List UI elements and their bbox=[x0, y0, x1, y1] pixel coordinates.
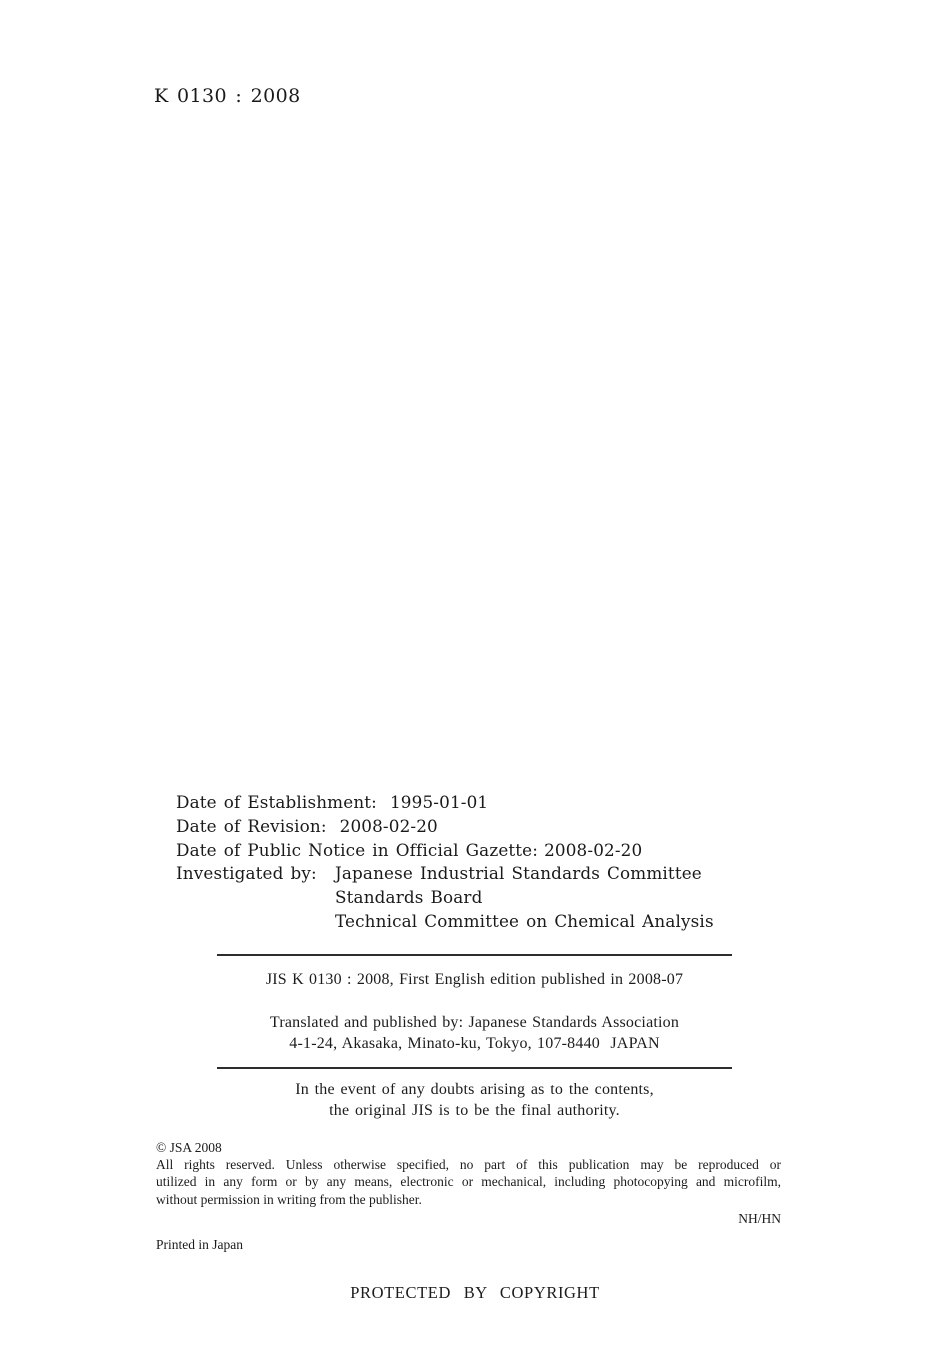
investigated-by-committee: Japanese Industrial Standards Committee bbox=[335, 863, 702, 884]
date-of-revision-row bbox=[176, 815, 714, 839]
authority-note-line2: the original JIS is to be the final authority. bbox=[329, 1102, 620, 1119]
publication-info-block bbox=[176, 791, 714, 934]
copyright-notice: © JSA 2008 bbox=[156, 1140, 222, 1155]
investigated-by-board: Standards Board bbox=[335, 887, 483, 908]
printed-in-japan: Printed in Japan bbox=[156, 1237, 243, 1252]
date-of-revision-value: 2008-02-20 bbox=[339, 815, 438, 836]
edition-line: JIS K 0130 : 2008, First English edition published in 2008-07 bbox=[265, 971, 684, 988]
standard-number: K 0130 : 2008 bbox=[154, 85, 301, 107]
date-of-establishment-value: 1995-01-01 bbox=[389, 792, 489, 812]
separator-rule-bottom bbox=[217, 1067, 732, 1069]
copyright-block bbox=[156, 1139, 781, 1227]
separator-rule-top bbox=[217, 954, 732, 956]
protected-by-copyright: PROTECTED BY COPYRIGHT bbox=[350, 1283, 600, 1302]
editor-code: NH/HN bbox=[738, 1210, 781, 1226]
date-of-establishment-row bbox=[176, 791, 714, 815]
rights-text-line1: All rights reserved. Unless otherwise specified, no part of this publication may be reproduced or bbox=[156, 1157, 781, 1173]
investigated-by-values bbox=[335, 862, 714, 933]
investigated-by-row bbox=[176, 862, 714, 933]
date-of-public-notice-label: Date of Public Notice in Official Gazette: bbox=[176, 839, 539, 860]
rights-text-line2: utilized in any form or by any means, electronic or mechanical, including photocopying and microfilm, bbox=[156, 1174, 781, 1190]
publisher-address: 4-1-24, Akasaka, Minato-ku, Tokyo, 107-8440 JAPAN bbox=[289, 1035, 660, 1052]
investigated-by-label: Investigated by: bbox=[176, 863, 317, 884]
investigated-by-technical-committee: Technical Committee on Chemical Analysis bbox=[335, 910, 714, 931]
date-of-establishment-label: Date of Establishment: bbox=[176, 792, 377, 812]
authority-note-line1: In the event of any doubts arising as to the contents, bbox=[295, 1081, 654, 1098]
date-of-public-notice-row bbox=[176, 839, 714, 863]
imprint-block bbox=[217, 954, 732, 1126]
date-of-public-notice-value: 2008-02-20 bbox=[544, 839, 643, 860]
rights-text-line3: without permission in writing from the publisher. bbox=[156, 1191, 422, 1207]
date-of-revision-label: Date of Revision: bbox=[176, 815, 327, 836]
publisher-line: Translated and published by: Japanese Standards Association bbox=[269, 1014, 680, 1031]
